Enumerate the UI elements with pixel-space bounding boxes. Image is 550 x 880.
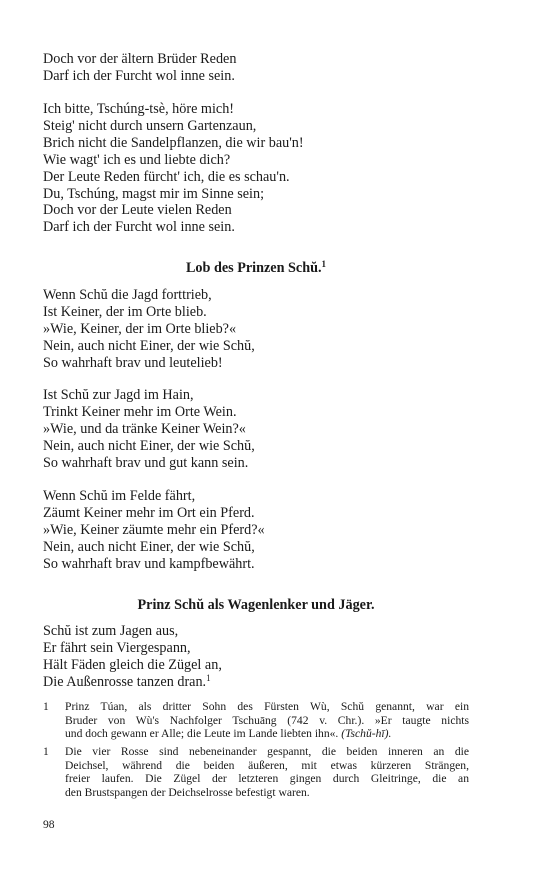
verse-line: So wahrhaft brav und leutelieb! [43, 354, 223, 371]
verse-line: Brich nicht die Sandelpflanzen, die wir bau'n! [43, 134, 304, 151]
verse-line: Trinkt Keiner mehr im Orte Wein. [43, 403, 237, 420]
verse-line: »Wie, Keiner zäumte mehr ein Pferd?« [43, 521, 265, 538]
verse-line [43, 674, 469, 691]
footnote [43, 745, 469, 799]
footnote-source: (Tschŭ-hī). [341, 727, 392, 741]
verse-line: Nein, auch nicht Einer, der wie Schŭ, [43, 538, 255, 555]
footnote-text [65, 745, 469, 799]
poem1-stanza-3 [43, 488, 469, 573]
verse-line: Nein, auch nicht Einer, der wie Schŭ, [43, 437, 255, 454]
verse-line: Ich bitte, Tschúng-tsè, höre mich! [43, 101, 235, 117]
verse-line: So wahrhaft brav und kampfbewährt. [43, 555, 255, 572]
poem2-title: Prinz Schŭ als Wagenlenker und Jäger. [137, 597, 375, 613]
verse-line: Darf ich der Furcht wol inne sein. [43, 67, 235, 84]
footnote-line: Bruder von Wù's Nachfolger Tschuāng (742 v. Chr.). »Er taugte nichts [65, 713, 469, 727]
stanza-top [43, 51, 469, 85]
footnote-line: Prinz Túan, als dritter Sohn des Fürsten Wù, Schŭ genannt, war ein [65, 700, 469, 713]
verse-line: Wenn Schŭ im Felde fährt, [43, 488, 196, 504]
poem2-stanza [43, 623, 469, 691]
verse-line: Wie wagt' ich es und liebte dich? [43, 151, 231, 168]
verse-line: Ist Keiner, der im Orte blieb. [43, 303, 207, 320]
footnote [43, 700, 469, 741]
footnote-line: den Brustspangen der Deichselrosse befestigt waren. [65, 785, 310, 799]
poem1-stanza-1 [43, 287, 469, 372]
footnote-line [65, 727, 469, 741]
verse-line: Du, Tschúng, magst mir im Sinne sein; [43, 185, 265, 202]
poem1-stanza-2 [43, 387, 469, 472]
footnote-ref: 1 [321, 259, 327, 269]
verse-line-text: Die Außenrosse tanzen dran. [43, 673, 207, 690]
poem-title-text: Lob des Prinzen Schŭ. [185, 260, 322, 276]
footnote-line-text: und doch gewann er Alle; die Leute im Lande liebten ihn«. [65, 727, 339, 741]
footnote-line: Die vier Rosse sind nebeneinander gespannt, die beiden inneren an die [65, 745, 469, 758]
verse-line: Steig' nicht durch unsern Gartenzaun, [43, 117, 257, 134]
footnote-ref: 1 [206, 672, 211, 683]
verse-line: Er fährt sein Viergespann, [43, 639, 191, 656]
footnote-number: 1 [43, 700, 49, 713]
poem-title [43, 260, 469, 277]
verse-line: Der Leute Reden fürcht' ich, die es schau'n. [43, 168, 290, 185]
verse-line: »Wie, Keiner, der im Orte blieb?« [43, 320, 237, 337]
verse-line: Doch vor der Leute vielen Reden [43, 202, 232, 219]
verse-line: Darf ich der Furcht wol inne sein. [43, 219, 235, 236]
verse-line: Wenn Schŭ die Jagd forttrieb, [43, 287, 212, 303]
page-number: 98 [43, 818, 55, 831]
footnote-text [65, 700, 469, 741]
footnote-line: Deichsel, während die beiden äußeren, mit etwas kürzeren Strängen, [65, 758, 469, 772]
verse-line: Ist Schŭ zur Jagd im Hain, [43, 387, 194, 403]
verse-line: Nein, auch nicht Einer, der wie Schŭ, [43, 337, 255, 354]
verse-line: Zäumt Keiner mehr im Ort ein Pferd. [43, 504, 255, 521]
footnote-number: 1 [43, 745, 49, 758]
verse-line: So wahrhaft brav und gut kann sein. [43, 454, 249, 471]
verse-line: Schŭ ist zum Jagen aus, [43, 623, 179, 639]
verse-line: Hält Fäden gleich die Zügel an, [43, 656, 222, 673]
footnote-line: freier laufen. Die Zügel der letzteren gingen durch Gleitringe, die an [65, 772, 469, 786]
verse-line: Doch vor der ältern Brüder Reden [43, 51, 237, 67]
verse-line: »Wie, und da tränke Keiner Wein?« [43, 420, 246, 437]
stanza-two [43, 101, 469, 236]
